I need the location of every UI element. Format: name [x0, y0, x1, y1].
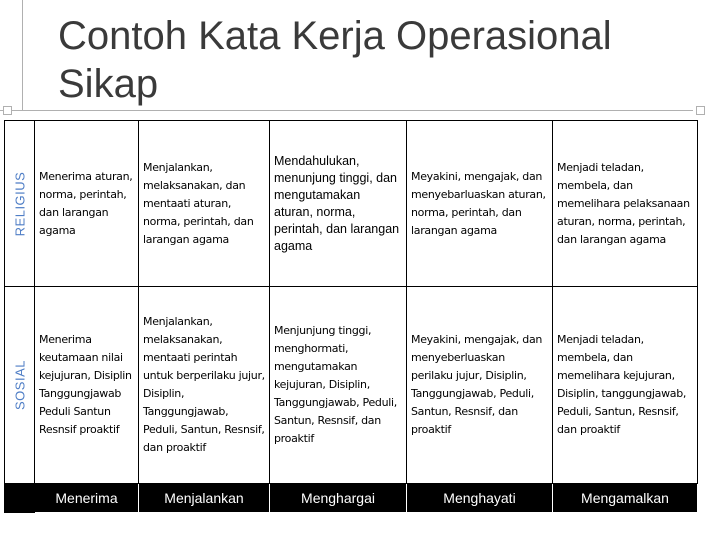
- level-label: Mengamalkan: [553, 484, 698, 513]
- decor-horizontal-line: [0, 110, 693, 111]
- level-label: Menghayati: [407, 484, 553, 513]
- row-label-cell: [5, 287, 35, 484]
- table-row-levels: [5, 484, 698, 513]
- row-label-religius: RELIGIUS: [12, 171, 27, 236]
- table-cell: Meyakini, mengajak, dan menyebarluaskan aturan, norma, perintah, dan larangan agama: [407, 121, 553, 287]
- table-cell: Menerima aturan, norma, perintah, dan larangan agama: [35, 121, 139, 287]
- level-corner-cell: [5, 484, 35, 513]
- decor-square: [3, 106, 12, 115]
- level-label: Menerima: [35, 484, 139, 513]
- table-cell: Mendahulukan, menunjung tinggi, dan mengutamakan aturan, norma, perintah, dan larangan agama: [270, 121, 407, 287]
- row-label-sosial: SOSIAL: [12, 360, 27, 410]
- table-row-sosial: [5, 287, 698, 484]
- level-label: Menghargai: [270, 484, 407, 513]
- level-label: Menjalankan: [139, 484, 270, 513]
- table-cell: Menjadi teladan, membela, dan memelihara pelaksanaan aturan, norma, perintah, dan larangan agama: [553, 121, 698, 287]
- decor-square: [696, 106, 705, 115]
- slide-title: Contoh Kata Kerja Operasional Sikap: [58, 14, 612, 106]
- kko-table: [4, 120, 698, 513]
- table-cell: Menjunjung tinggi, menghormati, mengutamakan kejujuran, Disiplin, Tanggungjawab, Peduli, Santun, Resnsif, dan proaktif: [270, 287, 407, 484]
- table-row-religius: [5, 121, 698, 287]
- row-label-cell: [5, 121, 35, 287]
- table-cell: Menjalankan, melaksanakan, dan mentaati aturan, norma, perintah, dan larangan agama: [139, 121, 270, 287]
- table-cell: Menjadi teladan, membela, dan memelihara kejujuran, Disiplin, tanggungjawab, Peduli, Santun, Resnsif, dan proaktif: [553, 287, 698, 484]
- table-cell: Menjalankan, melaksanakan, mentaati perintah untuk berperilaku jujur, Disiplin, Tanggungjawab, Peduli, Santun, Resnsif, dan proaktif: [139, 287, 270, 484]
- kko-table-container: [4, 120, 698, 513]
- table-cell: Menerima keutamaan nilai kejujuran, Disiplin Tanggungjawab Peduli Santun Resnsif proaktif: [35, 287, 139, 484]
- table-cell: Meyakini, mengajak, dan menyeberluaskan perilaku jujur, Disiplin, Tanggungjawab, Peduli, Santun, Resnsif, dan proaktif: [407, 287, 553, 484]
- decor-vertical-line: [22, 0, 23, 110]
